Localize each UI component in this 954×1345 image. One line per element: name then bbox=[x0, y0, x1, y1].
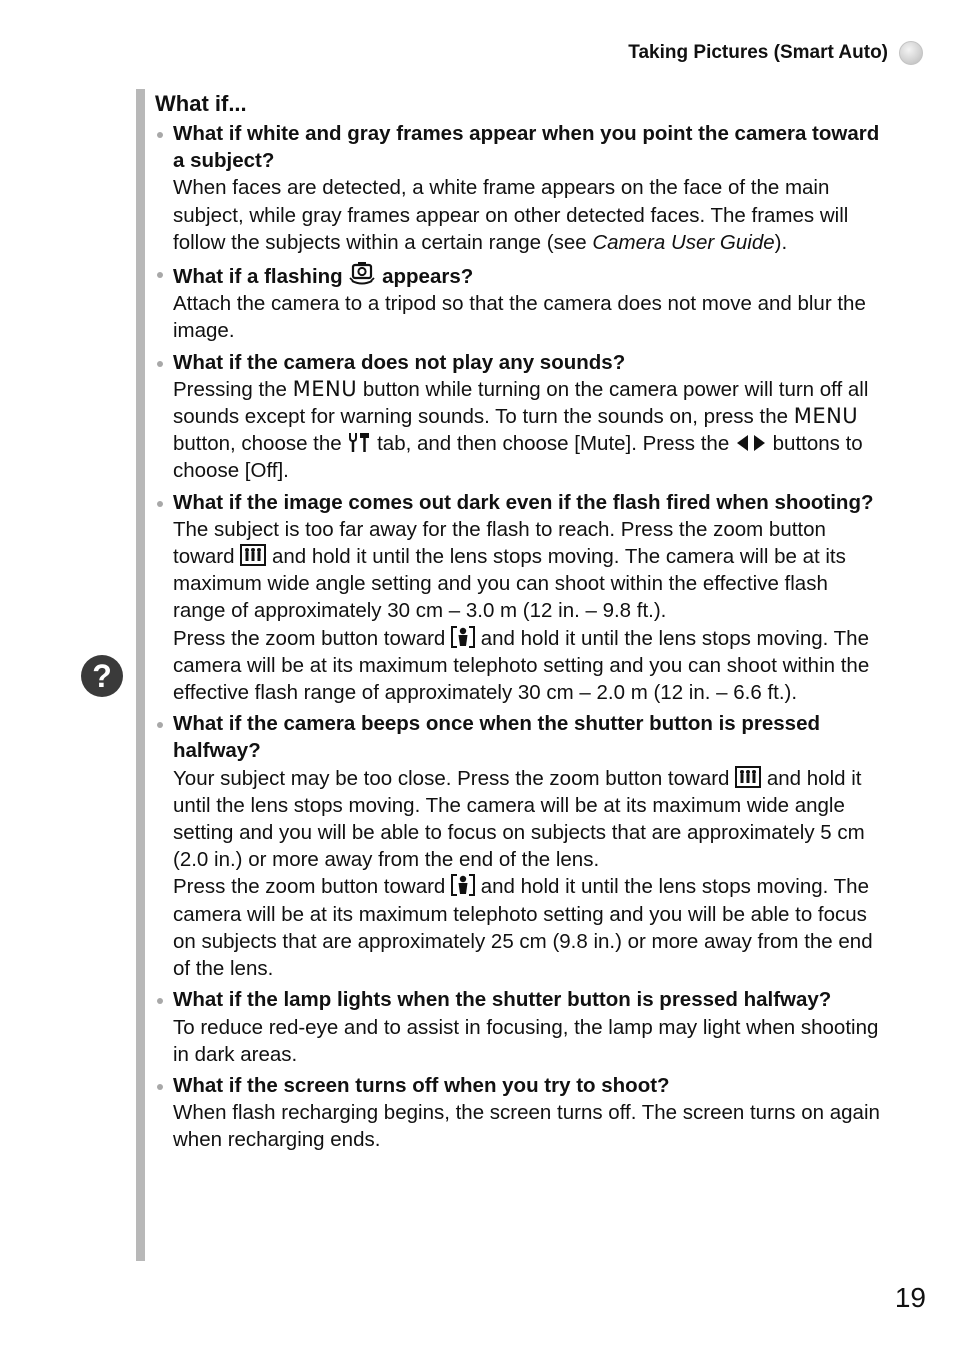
bullet-icon bbox=[157, 272, 163, 278]
chapter-marker-icon bbox=[899, 41, 923, 65]
bullet-icon bbox=[157, 361, 163, 367]
faq-answer: Press the zoom button toward and hold it until the lens stops moving. The camera will be at its maximum telephoto setting and you will be able to focus on subjects that are approximately 25 cm (9.8 in.) or more away from the end of the lens. bbox=[173, 875, 873, 981]
faq-question: What if the image comes out dark even if the flash fired when shooting? bbox=[173, 490, 874, 514]
faq-answer: Attach the camera to a tripod so that the camera does not move and blur the image. bbox=[173, 292, 866, 343]
faq-answer: When faces are detected, a white frame appears on the face of the main subject, while gray frames appear on other detected faces. The frames will follow the subjects within a certain range (see Camera User Guide). bbox=[173, 176, 849, 254]
faq-answer: Press the zoom button toward and hold it until the lens stops moving. The camera will be at its maximum telephoto setting and you can shoot within the effective flash range of approximately 30 cm – 2.0 m (12 in. – 6.6 ft.). bbox=[173, 626, 870, 705]
faq-question: What if the camera does not play any sounds? bbox=[173, 350, 626, 374]
page-number: 19 bbox=[894, 1282, 926, 1313]
bullet-icon bbox=[157, 722, 163, 728]
guide-title: Camera User Guide bbox=[592, 230, 775, 254]
faq-question: What if the camera beeps once when the shutter button is pressed halfway? bbox=[173, 712, 821, 763]
telephoto-icon bbox=[451, 874, 475, 896]
question-mark-icon: ? bbox=[81, 655, 123, 697]
faq-question: What if the lamp lights when the shutter button is pressed halfway? bbox=[173, 988, 832, 1012]
bullet-icon bbox=[157, 1084, 163, 1090]
faq-answer: Your subject may be too close. Press the zoom button toward and hold it until the lens stops moving. The camera will be at its maximum wide angle setting and you will be able to focus on subjects that are approximately 5 cm (2.0 in.) or more away from the end of the lens. bbox=[173, 766, 865, 872]
faq-item bbox=[155, 489, 880, 707]
faq-item bbox=[155, 1072, 880, 1154]
faq-item bbox=[155, 710, 880, 982]
camera-shake-icon bbox=[348, 260, 376, 286]
wide-angle-icon bbox=[735, 766, 761, 788]
setup-tab-icon bbox=[347, 431, 371, 453]
faq-answer: When flash recharging begins, the screen turns off. The screen turns on again when recharging ends. bbox=[173, 1101, 880, 1152]
menu-button-label: MENU bbox=[793, 404, 859, 429]
wide-angle-icon bbox=[240, 544, 266, 566]
faq-question: What if a flashing appears? bbox=[173, 260, 880, 290]
faq-answer: To reduce red-eye and to assist in focusing, the lamp may light when shooting in dark areas. bbox=[173, 1015, 879, 1066]
faq-question: What if white and gray frames appear when you point the camera toward a subject? bbox=[173, 122, 880, 173]
bullet-icon bbox=[157, 132, 163, 138]
bullet-icon bbox=[157, 501, 163, 507]
content bbox=[155, 89, 880, 1158]
faq-answer: The subject is too far away for the flash to reach. Press the zoom button toward and hold it until the lens stops moving. The camera will be at its maximum wide angle setting and you can shoot within the effective flash range of approximately 30 cm – 3.0 m (12 in. – 9.8 ft.). bbox=[173, 517, 846, 623]
sidebar-bar bbox=[136, 89, 145, 1261]
bullet-icon bbox=[157, 998, 163, 1004]
left-right-arrows-icon bbox=[735, 433, 767, 453]
menu-button-label: MENU bbox=[292, 376, 358, 401]
faq-item bbox=[155, 349, 880, 485]
faq-item bbox=[155, 120, 880, 256]
chapter-header: Taking Pictures (Smart Auto) bbox=[628, 42, 888, 63]
faq-answer: Pressing the MENU button while turning on the camera power will turn off all sounds except for warning sounds. To turn the sounds on, press the MENU button, choose the tab, and then choose [Mute]. Press the buttons to choose [Off]. bbox=[173, 376, 869, 483]
section-title: What if... bbox=[155, 91, 247, 116]
telephoto-icon bbox=[451, 626, 475, 648]
faq-question: What if the screen turns off when you try to shoot? bbox=[173, 1073, 670, 1097]
faq-item bbox=[155, 260, 880, 345]
faq-item bbox=[155, 986, 880, 1068]
